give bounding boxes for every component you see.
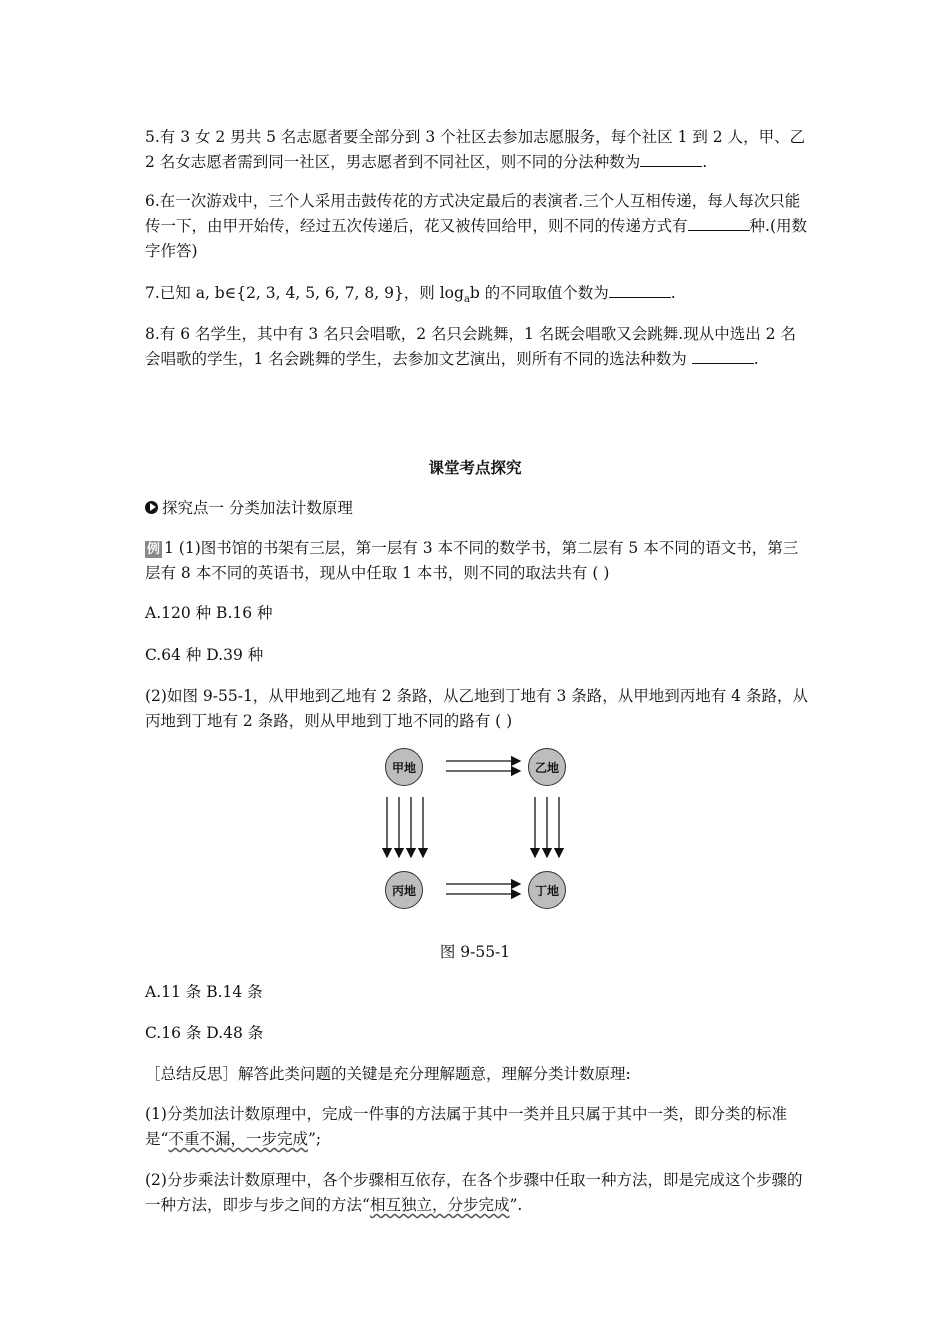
answer-blank — [688, 216, 750, 231]
summary-item-2-emphasis: 相互独立，分步完成 — [369, 1196, 510, 1214]
question-6-tail: 种.(用数字作答) — [145, 217, 807, 260]
example-1-options-cd: C.64 种 D.39 种 — [145, 646, 264, 664]
summary-item-2-tail: ”. — [509, 1196, 523, 1214]
summary-item-2-text: (2)分步乘法计数原理中，各个步骤相互依存，在各个步骤中任取一种方法，即是完成这个步骤的一种方法，即步与步之间的方法“ — [145, 1171, 803, 1214]
example-1-part-2: (2)如图 9-55-1，从甲地到乙地有 2 条路，从乙地到丁地有 3 条路，从甲地到丙地有 4 条路，从丙地到丁地有 2 条路，则从甲地到丁地不同的路有 ( ) — [145, 687, 808, 730]
question-7-tail: . — [670, 284, 676, 302]
question-6-text: 6.在一次游戏中，三个人采用击鼓传花的方式决定最后的表演者.三个人互相传递，每人每次只能传一下，由甲开始传，经过五次传递后，花又被传回给甲，则不同的传递方式有 — [145, 192, 801, 235]
example-1-options-ab: A.120 种 B.16 种 — [145, 604, 273, 622]
node-ding: 丁地 — [528, 871, 566, 909]
question-5-text: 5.有 3 女 2 男共 5 名志愿者要全部分到 3 个社区去参加志愿服务，每个社区 1 到 2 人，甲、乙 2 名女志愿者需到同一社区，男志愿者到不同社区，则不同的分法种数为 — [145, 128, 806, 171]
question-6 — [145, 189, 810, 264]
question-7-text: 7.已知 a, b∈{2, 3, 4, 5, 6, 7, 8, 9}，则 log — [145, 284, 464, 302]
question-8-tail: . — [753, 350, 759, 368]
log-base-subscript: a — [463, 294, 470, 306]
question-8 — [145, 322, 810, 372]
play-circle-icon — [145, 501, 158, 514]
summary-item-1-emphasis: 不重不漏，一步完成 — [168, 1130, 308, 1148]
key-point-label: 探究点一 分类加法计数原理 — [162, 499, 353, 517]
route-diagram — [380, 747, 580, 912]
summary-item-1 — [145, 1102, 810, 1152]
question-5-tail: . — [702, 153, 708, 171]
answer-blank — [640, 152, 702, 167]
summary-item-2 — [145, 1168, 810, 1218]
example-2-options-cd: C.16 条 D.48 条 — [145, 1024, 264, 1042]
answer-blank — [692, 349, 754, 364]
example-2-options-ab: A.11 条 B.14 条 — [145, 983, 263, 1001]
section-title: 课堂考点探究 — [428, 458, 522, 477]
summary-item-1-text: (1)分类加法计数原理中，完成一件事的方法属于其中一类并且只属于其中一类，即分类的标准是“ — [145, 1105, 787, 1148]
question-7 — [145, 281, 810, 312]
node-bing: 丙地 — [385, 871, 423, 909]
figure-caption: 图 9-55-1 — [439, 943, 511, 961]
question-7-text-2: b 的不同取值个数为 — [469, 284, 609, 302]
node-jia: 甲地 — [385, 748, 423, 786]
question-5 — [145, 125, 810, 175]
node-yi: 乙地 — [528, 748, 566, 786]
example-1-part-1 — [145, 536, 810, 586]
key-point-heading — [145, 496, 353, 518]
answer-blank — [609, 283, 671, 298]
summary-intro: ［总结反思］解答此类问题的关键是充分理解题意，理解分类计数原理: — [145, 1065, 631, 1083]
example-tag: 例 — [147, 542, 161, 557]
summary-item-1-tail: ”; — [307, 1130, 322, 1148]
question-8-text: 8.有 6 名学生，其中有 3 名只会唱歌，2 名只会跳舞，1 名既会唱歌又会跳舞.现从中选出 2 名会唱歌的学生，1 名会跳舞的学生，去参加文艺演出，则所有不同的选法种数为 — [145, 325, 796, 368]
example-1-part-1-text: 1 (1)图书馆的书架有三层，第一层有 3 本不同的数学书，第二层有 5 本不同的语文书，第三层有 8 本不同的英语书，现从中任取 1 本书，则不同的取法共有 ( ) — [145, 539, 799, 582]
